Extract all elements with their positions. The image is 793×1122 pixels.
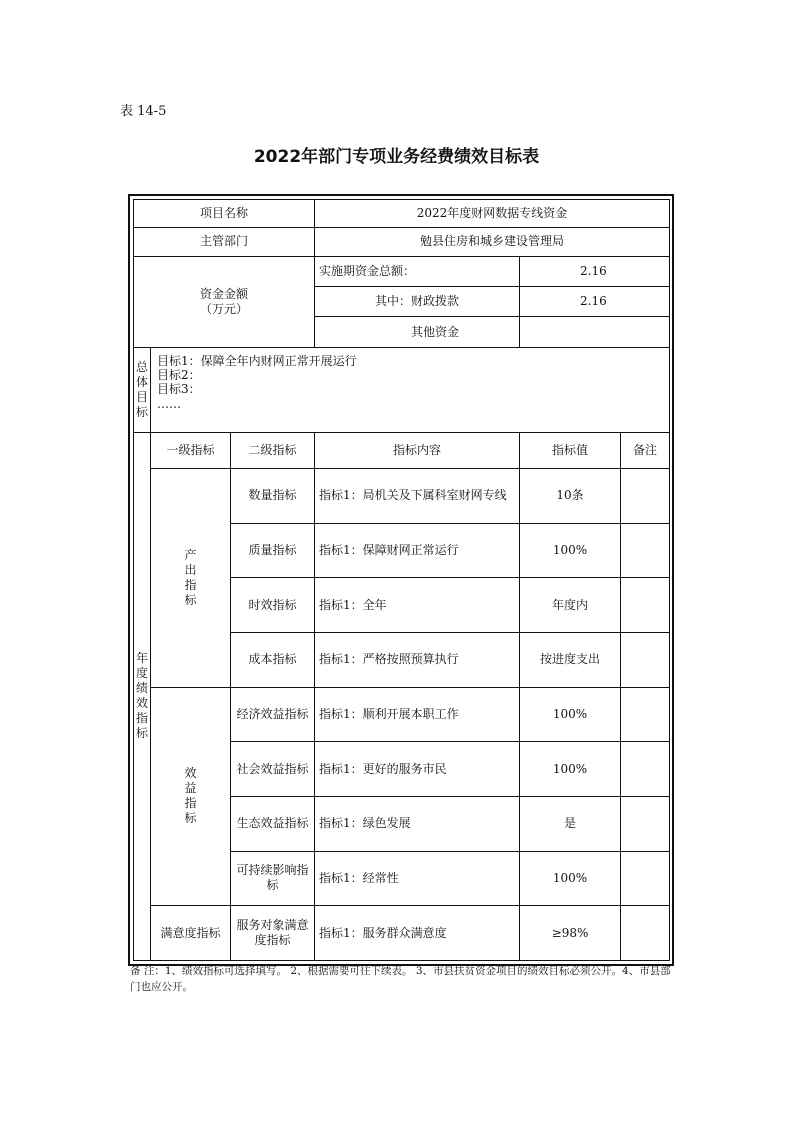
remark-cell: [621, 633, 670, 688]
value-cell: 年度内: [520, 578, 621, 633]
remark-cell: [621, 578, 670, 633]
value-cell: 按进度支出: [520, 633, 621, 688]
remark-cell: [621, 851, 670, 906]
level2-cell: 服务对象满意度指标: [231, 906, 315, 961]
output-indicators-label: 产出指标: [151, 469, 231, 688]
benefit-indicators-label: 效益指标: [151, 687, 231, 906]
remark-cell: [621, 687, 670, 742]
department-row: [134, 228, 670, 256]
value-cell: 10条: [520, 469, 621, 524]
level2-cell: 可持续影响指标: [231, 851, 315, 906]
funds-fiscal-label: 其中：财政拨款: [315, 287, 520, 317]
level2-cell: 成本指标: [231, 633, 315, 688]
table-row: [134, 687, 670, 742]
annual-indicators-label: 年度绩效指标: [134, 432, 151, 960]
level2-cell: 质量指标: [231, 523, 315, 578]
funds-other-value: [520, 317, 670, 347]
content-cell: 指标1：绿色发展: [315, 796, 520, 851]
level2-cell: 数量指标: [231, 469, 315, 524]
funds-fiscal-value: 2.16: [520, 287, 670, 317]
table-row: [134, 469, 670, 524]
funds-label: [134, 256, 315, 347]
content-cell: 指标1：严格按照预算执行: [315, 633, 520, 688]
goal-more: ……: [157, 396, 181, 411]
level2-cell: 社会效益指标: [231, 742, 315, 797]
level2-cell: 经济效益指标: [231, 687, 315, 742]
indicator-header-row: [134, 432, 670, 468]
content-cell: 指标1：全年: [315, 578, 520, 633]
content-cell: 指标1：服务群众满意度: [315, 906, 520, 961]
value-cell: 是: [520, 796, 621, 851]
funds-label-line1: 资金金额: [200, 286, 249, 301]
level2-cell: 时效指标: [231, 578, 315, 633]
header-level1: 一级指标: [151, 432, 231, 468]
department-label: 主管部门: [134, 228, 315, 256]
project-label: 项目名称: [134, 200, 315, 228]
goal-3: 目标3：: [157, 382, 201, 397]
project-value: 2022年度财网数据专线资金: [315, 200, 670, 228]
remark-cell: [621, 742, 670, 797]
funds-other-label: 其他资金: [315, 317, 520, 347]
funds-total-label: 实施期资金总额：: [315, 256, 520, 286]
table-number: 表 14-5: [120, 104, 167, 119]
project-row: [134, 200, 670, 228]
page-title: 2022年部门专项业务经费绩效目标表: [253, 147, 540, 167]
funds-total-value: 2.16: [520, 256, 670, 286]
level2-cell: 生态效益指标: [231, 796, 315, 851]
header-remark: 备注: [621, 432, 670, 468]
goal-1: 目标1：保障全年内财网正常开展运行: [157, 353, 357, 368]
remark-cell: [621, 469, 670, 524]
department-value: 勉县住房和城乡建设管理局: [315, 228, 670, 256]
header-value: 指标值: [520, 432, 621, 468]
value-cell: ≥98%: [520, 906, 621, 961]
overall-goals-label: 总体目标: [134, 347, 151, 432]
value-cell: 100%: [520, 687, 621, 742]
remark-cell: [621, 796, 670, 851]
content-cell: 指标1：更好的服务市民: [315, 742, 520, 797]
table-row: [134, 906, 670, 961]
overall-goals-content: [151, 347, 670, 432]
value-cell: 100%: [520, 851, 621, 906]
header-content: 指标内容: [315, 432, 520, 468]
content-cell: 指标1：保障财网正常运行: [315, 523, 520, 578]
value-cell: 100%: [520, 523, 621, 578]
remark-cell: [621, 523, 670, 578]
overall-goals-row: [134, 347, 670, 432]
value-cell: 100%: [520, 742, 621, 797]
goal-2: 目标2：: [157, 368, 201, 383]
remark-cell: [621, 906, 670, 961]
content-cell: 指标1：经常性: [315, 851, 520, 906]
content-cell: 指标1：局机关及下属科室财网专线: [315, 469, 520, 524]
satisfaction-indicators-label: 满意度指标: [151, 906, 231, 961]
funds-label-line2: （万元）: [200, 301, 249, 316]
funds-total-row: [134, 256, 670, 286]
table-notes: 备 注：1、绩效指标可选择填写。 2、根据需要可往下续表。 3、市县扶贫资金项目的绩效目标必须公开。4、市县部门也应公开。: [130, 965, 671, 993]
content-cell: 指标1：顺利开展本职工作: [315, 687, 520, 742]
performance-table: [128, 194, 674, 966]
header-level2: 二级指标: [231, 432, 315, 468]
